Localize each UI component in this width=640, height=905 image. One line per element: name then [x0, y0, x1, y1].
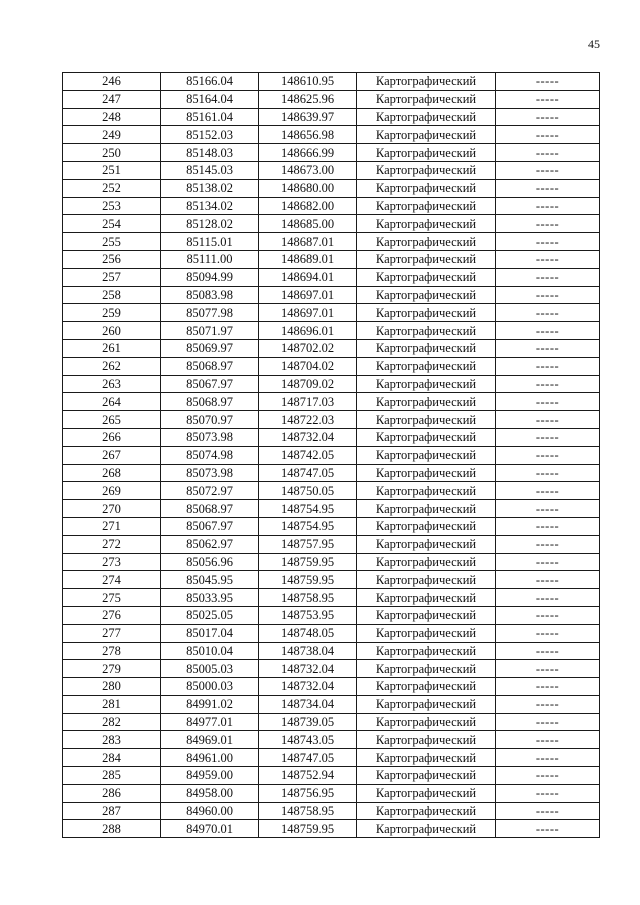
method-cell: Картографический	[357, 375, 496, 393]
table-row	[63, 660, 600, 678]
table-row	[63, 250, 600, 268]
x-coordinate-cell: 85161.04	[161, 108, 259, 126]
method-cell: Картографический	[357, 571, 496, 589]
note-cell: -----	[496, 678, 600, 696]
note-cell: -----	[496, 446, 600, 464]
note-cell: -----	[496, 339, 600, 357]
point-number-cell: 262	[63, 357, 161, 375]
point-number-cell: 274	[63, 571, 161, 589]
table-row	[63, 606, 600, 624]
y-coordinate-cell: 148758.95	[259, 802, 357, 820]
y-coordinate-cell: 148742.05	[259, 446, 357, 464]
method-cell: Картографический	[357, 304, 496, 322]
y-coordinate-cell: 148739.05	[259, 713, 357, 731]
y-coordinate-cell: 148717.03	[259, 393, 357, 411]
y-coordinate-cell: 148759.95	[259, 820, 357, 838]
table-row	[63, 535, 600, 553]
method-cell: Картографический	[357, 678, 496, 696]
method-cell: Картографический	[357, 411, 496, 429]
method-cell: Картографический	[357, 482, 496, 500]
x-coordinate-cell: 85074.98	[161, 446, 259, 464]
table-row	[63, 713, 600, 731]
point-number-cell: 277	[63, 624, 161, 642]
y-coordinate-cell: 148656.98	[259, 126, 357, 144]
point-number-cell: 281	[63, 695, 161, 713]
x-coordinate-cell: 85062.97	[161, 535, 259, 553]
y-coordinate-cell: 148732.04	[259, 428, 357, 446]
note-cell: -----	[496, 731, 600, 749]
method-cell: Картографический	[357, 339, 496, 357]
y-coordinate-cell: 148610.95	[259, 73, 357, 91]
note-cell: -----	[496, 482, 600, 500]
note-cell: -----	[496, 749, 600, 767]
note-cell: -----	[496, 517, 600, 535]
note-cell: -----	[496, 215, 600, 233]
note-cell: -----	[496, 250, 600, 268]
x-coordinate-cell: 85033.95	[161, 589, 259, 607]
note-cell: -----	[496, 375, 600, 393]
y-coordinate-cell: 148758.95	[259, 589, 357, 607]
point-number-cell: 285	[63, 767, 161, 785]
table-row	[63, 571, 600, 589]
table-row	[63, 553, 600, 571]
point-number-cell: 275	[63, 589, 161, 607]
note-cell: -----	[496, 233, 600, 251]
x-coordinate-cell: 85094.99	[161, 268, 259, 286]
x-coordinate-cell: 84977.01	[161, 713, 259, 731]
note-cell: -----	[496, 500, 600, 518]
method-cell: Картографический	[357, 784, 496, 802]
x-coordinate-cell: 85073.98	[161, 428, 259, 446]
point-number-cell: 246	[63, 73, 161, 91]
method-cell: Картографический	[357, 73, 496, 91]
point-number-cell: 251	[63, 161, 161, 179]
note-cell: -----	[496, 767, 600, 785]
x-coordinate-cell: 85045.95	[161, 571, 259, 589]
method-cell: Картографический	[357, 695, 496, 713]
method-cell: Картографический	[357, 161, 496, 179]
table-row	[63, 695, 600, 713]
note-cell: -----	[496, 820, 600, 838]
table-row	[63, 322, 600, 340]
point-number-cell: 282	[63, 713, 161, 731]
x-coordinate-cell: 85145.03	[161, 161, 259, 179]
note-cell: -----	[496, 268, 600, 286]
note-cell: -----	[496, 624, 600, 642]
table-row	[63, 108, 600, 126]
y-coordinate-cell: 148687.01	[259, 233, 357, 251]
note-cell: -----	[496, 161, 600, 179]
table-row	[63, 357, 600, 375]
y-coordinate-cell: 148757.95	[259, 535, 357, 553]
point-number-cell: 269	[63, 482, 161, 500]
y-coordinate-cell: 148625.96	[259, 90, 357, 108]
method-cell: Картографический	[357, 820, 496, 838]
method-cell: Картографический	[357, 500, 496, 518]
x-coordinate-cell: 85056.96	[161, 553, 259, 571]
point-number-cell: 268	[63, 464, 161, 482]
note-cell: -----	[496, 126, 600, 144]
x-coordinate-cell: 85115.01	[161, 233, 259, 251]
point-number-cell: 255	[63, 233, 161, 251]
note-cell: -----	[496, 286, 600, 304]
y-coordinate-cell: 148732.04	[259, 660, 357, 678]
y-coordinate-cell: 148685.00	[259, 215, 357, 233]
y-coordinate-cell: 148732.04	[259, 678, 357, 696]
note-cell: -----	[496, 428, 600, 446]
y-coordinate-cell: 148759.95	[259, 553, 357, 571]
y-coordinate-cell: 148709.02	[259, 375, 357, 393]
note-cell: -----	[496, 571, 600, 589]
method-cell: Картографический	[357, 535, 496, 553]
x-coordinate-cell: 85164.04	[161, 90, 259, 108]
method-cell: Картографический	[357, 802, 496, 820]
method-cell: Картографический	[357, 713, 496, 731]
table-row	[63, 197, 600, 215]
point-number-cell: 287	[63, 802, 161, 820]
table-row	[63, 731, 600, 749]
table-row	[63, 179, 600, 197]
point-number-cell: 248	[63, 108, 161, 126]
note-cell: -----	[496, 108, 600, 126]
point-number-cell: 288	[63, 820, 161, 838]
x-coordinate-cell: 85152.03	[161, 126, 259, 144]
method-cell: Картографический	[357, 197, 496, 215]
coordinates-table	[62, 72, 600, 838]
y-coordinate-cell: 148754.95	[259, 517, 357, 535]
method-cell: Картографический	[357, 606, 496, 624]
note-cell: -----	[496, 802, 600, 820]
table-row	[63, 678, 600, 696]
y-coordinate-cell: 148756.95	[259, 784, 357, 802]
table-row	[63, 375, 600, 393]
y-coordinate-cell: 148747.05	[259, 749, 357, 767]
note-cell: -----	[496, 642, 600, 660]
method-cell: Картографический	[357, 660, 496, 678]
y-coordinate-cell: 148702.02	[259, 339, 357, 357]
method-cell: Картографический	[357, 624, 496, 642]
table-row	[63, 589, 600, 607]
point-number-cell: 263	[63, 375, 161, 393]
table-row	[63, 73, 600, 91]
point-number-cell: 276	[63, 606, 161, 624]
table-row	[63, 411, 600, 429]
note-cell: -----	[496, 784, 600, 802]
note-cell: -----	[496, 179, 600, 197]
point-number-cell: 259	[63, 304, 161, 322]
method-cell: Картографический	[357, 553, 496, 571]
x-coordinate-cell: 84991.02	[161, 695, 259, 713]
note-cell: -----	[496, 695, 600, 713]
note-cell: -----	[496, 660, 600, 678]
note-cell: -----	[496, 322, 600, 340]
table-row	[63, 624, 600, 642]
table-row	[63, 161, 600, 179]
note-cell: -----	[496, 197, 600, 215]
point-number-cell: 250	[63, 144, 161, 162]
x-coordinate-cell: 85068.97	[161, 500, 259, 518]
x-coordinate-cell: 85138.02	[161, 179, 259, 197]
method-cell: Картографический	[357, 731, 496, 749]
table-row	[63, 500, 600, 518]
y-coordinate-cell: 148639.97	[259, 108, 357, 126]
table-row	[63, 233, 600, 251]
x-coordinate-cell: 84959.00	[161, 767, 259, 785]
table-row	[63, 339, 600, 357]
x-coordinate-cell: 84958.00	[161, 784, 259, 802]
method-cell: Картографический	[357, 464, 496, 482]
note-cell: -----	[496, 464, 600, 482]
method-cell: Картографический	[357, 589, 496, 607]
y-coordinate-cell: 148743.05	[259, 731, 357, 749]
note-cell: -----	[496, 713, 600, 731]
y-coordinate-cell: 148734.04	[259, 695, 357, 713]
method-cell: Картографический	[357, 144, 496, 162]
point-number-cell: 252	[63, 179, 161, 197]
method-cell: Картографический	[357, 233, 496, 251]
method-cell: Картографический	[357, 428, 496, 446]
table-row	[63, 215, 600, 233]
note-cell: -----	[496, 535, 600, 553]
point-number-cell: 283	[63, 731, 161, 749]
point-number-cell: 264	[63, 393, 161, 411]
note-cell: -----	[496, 393, 600, 411]
y-coordinate-cell: 148689.01	[259, 250, 357, 268]
table-row	[63, 126, 600, 144]
table-row	[63, 749, 600, 767]
note-cell: -----	[496, 553, 600, 571]
table-row	[63, 268, 600, 286]
x-coordinate-cell: 85111.00	[161, 250, 259, 268]
table-row	[63, 767, 600, 785]
x-coordinate-cell: 85017.04	[161, 624, 259, 642]
table-row	[63, 642, 600, 660]
point-number-cell: 258	[63, 286, 161, 304]
table-row	[63, 286, 600, 304]
point-number-cell: 272	[63, 535, 161, 553]
page-number: 45	[588, 37, 600, 51]
y-coordinate-cell: 148673.00	[259, 161, 357, 179]
table-row	[63, 90, 600, 108]
y-coordinate-cell: 148738.04	[259, 642, 357, 660]
note-cell: -----	[496, 357, 600, 375]
method-cell: Картографический	[357, 642, 496, 660]
y-coordinate-cell: 148680.00	[259, 179, 357, 197]
y-coordinate-cell: 148748.05	[259, 624, 357, 642]
y-coordinate-cell: 148754.95	[259, 500, 357, 518]
x-coordinate-cell: 85166.04	[161, 73, 259, 91]
note-cell: -----	[496, 304, 600, 322]
x-coordinate-cell: 85134.02	[161, 197, 259, 215]
method-cell: Картографический	[357, 286, 496, 304]
table-row	[63, 802, 600, 820]
method-cell: Картографический	[357, 108, 496, 126]
table-row	[63, 304, 600, 322]
point-number-cell: 253	[63, 197, 161, 215]
point-number-cell: 247	[63, 90, 161, 108]
y-coordinate-cell: 148682.00	[259, 197, 357, 215]
x-coordinate-cell: 85000.03	[161, 678, 259, 696]
point-number-cell: 257	[63, 268, 161, 286]
point-number-cell: 265	[63, 411, 161, 429]
table-row	[63, 820, 600, 838]
note-cell: -----	[496, 411, 600, 429]
y-coordinate-cell: 148722.03	[259, 411, 357, 429]
point-number-cell: 267	[63, 446, 161, 464]
point-number-cell: 280	[63, 678, 161, 696]
x-coordinate-cell: 85068.97	[161, 357, 259, 375]
table-row	[63, 446, 600, 464]
point-number-cell: 266	[63, 428, 161, 446]
table-row	[63, 517, 600, 535]
x-coordinate-cell: 84961.00	[161, 749, 259, 767]
table-row	[63, 482, 600, 500]
y-coordinate-cell: 148750.05	[259, 482, 357, 500]
note-cell: -----	[496, 73, 600, 91]
x-coordinate-cell: 85128.02	[161, 215, 259, 233]
table-row	[63, 144, 600, 162]
note-cell: -----	[496, 589, 600, 607]
x-coordinate-cell: 84969.01	[161, 731, 259, 749]
x-coordinate-cell: 85071.97	[161, 322, 259, 340]
point-number-cell: 279	[63, 660, 161, 678]
x-coordinate-cell: 85072.97	[161, 482, 259, 500]
x-coordinate-cell: 85070.97	[161, 411, 259, 429]
x-coordinate-cell: 85083.98	[161, 286, 259, 304]
table-row	[63, 393, 600, 411]
x-coordinate-cell: 85148.03	[161, 144, 259, 162]
method-cell: Картографический	[357, 215, 496, 233]
y-coordinate-cell: 148696.01	[259, 322, 357, 340]
point-number-cell: 286	[63, 784, 161, 802]
point-number-cell: 284	[63, 749, 161, 767]
y-coordinate-cell: 148753.95	[259, 606, 357, 624]
x-coordinate-cell: 85073.98	[161, 464, 259, 482]
x-coordinate-cell: 84960.00	[161, 802, 259, 820]
y-coordinate-cell: 148697.01	[259, 286, 357, 304]
method-cell: Картографический	[357, 126, 496, 144]
table-row	[63, 428, 600, 446]
x-coordinate-cell: 85025.05	[161, 606, 259, 624]
method-cell: Картографический	[357, 749, 496, 767]
y-coordinate-cell: 148759.95	[259, 571, 357, 589]
x-coordinate-cell: 85068.97	[161, 393, 259, 411]
x-coordinate-cell: 84970.01	[161, 820, 259, 838]
x-coordinate-cell: 85069.97	[161, 339, 259, 357]
method-cell: Картографический	[357, 250, 496, 268]
point-number-cell: 260	[63, 322, 161, 340]
point-number-cell: 271	[63, 517, 161, 535]
point-number-cell: 278	[63, 642, 161, 660]
table-row	[63, 784, 600, 802]
point-number-cell: 273	[63, 553, 161, 571]
y-coordinate-cell: 148666.99	[259, 144, 357, 162]
method-cell: Картографический	[357, 393, 496, 411]
table-row	[63, 464, 600, 482]
y-coordinate-cell: 148747.05	[259, 464, 357, 482]
x-coordinate-cell: 85067.97	[161, 375, 259, 393]
method-cell: Картографический	[357, 517, 496, 535]
y-coordinate-cell: 148704.02	[259, 357, 357, 375]
note-cell: -----	[496, 90, 600, 108]
x-coordinate-cell: 85077.98	[161, 304, 259, 322]
coordinates-table-body	[63, 73, 600, 838]
method-cell: Картографический	[357, 322, 496, 340]
x-coordinate-cell: 85005.03	[161, 660, 259, 678]
y-coordinate-cell: 148697.01	[259, 304, 357, 322]
x-coordinate-cell: 85067.97	[161, 517, 259, 535]
method-cell: Картографический	[357, 357, 496, 375]
point-number-cell: 256	[63, 250, 161, 268]
method-cell: Картографический	[357, 90, 496, 108]
note-cell: -----	[496, 144, 600, 162]
note-cell: -----	[496, 606, 600, 624]
point-number-cell: 270	[63, 500, 161, 518]
method-cell: Картографический	[357, 446, 496, 464]
point-number-cell: 249	[63, 126, 161, 144]
y-coordinate-cell: 148694.01	[259, 268, 357, 286]
x-coordinate-cell: 85010.04	[161, 642, 259, 660]
method-cell: Картографический	[357, 767, 496, 785]
method-cell: Картографический	[357, 179, 496, 197]
method-cell: Картографический	[357, 268, 496, 286]
point-number-cell: 261	[63, 339, 161, 357]
y-coordinate-cell: 148752.94	[259, 767, 357, 785]
point-number-cell: 254	[63, 215, 161, 233]
